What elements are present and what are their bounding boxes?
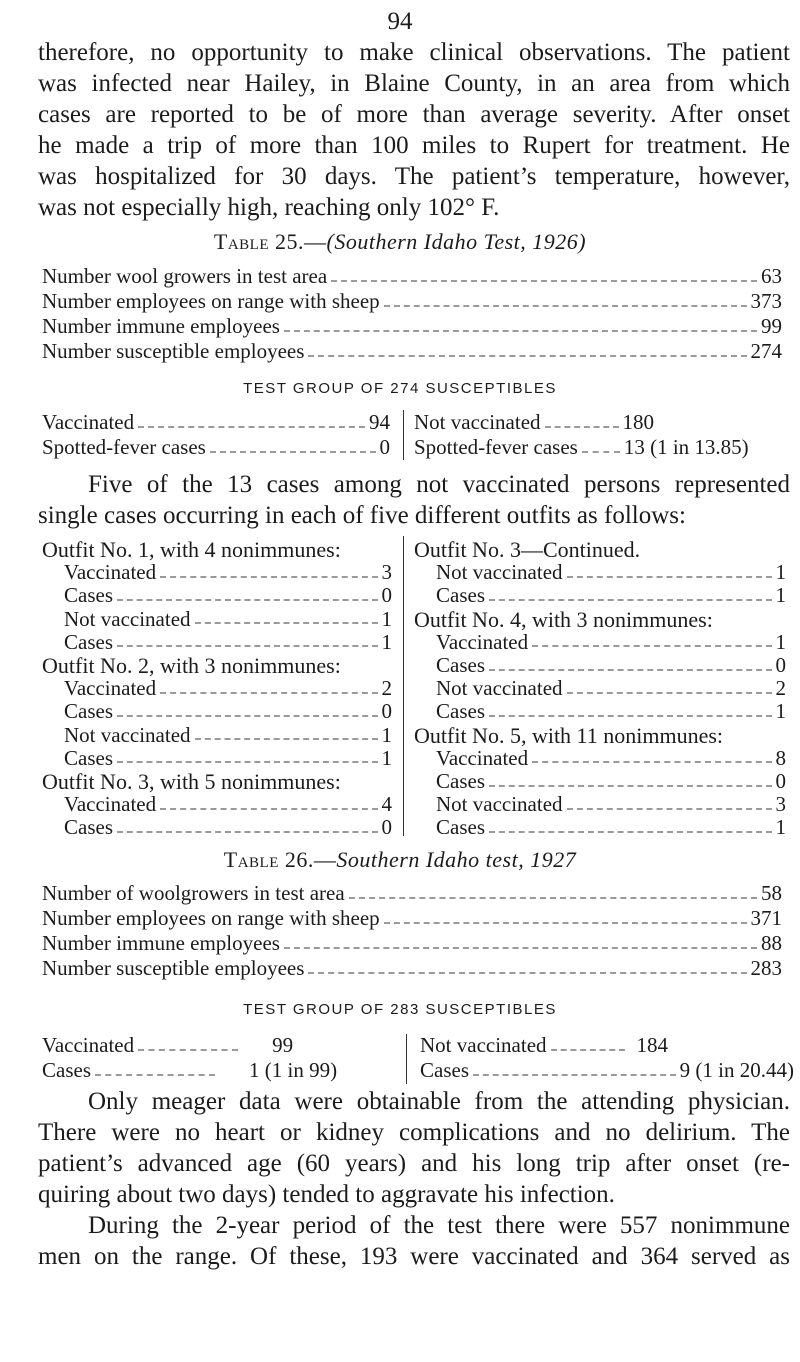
row-value: 63	[761, 264, 782, 288]
row-value: 3	[775, 792, 786, 817]
column-divider	[406, 1034, 407, 1084]
outfit-heading-text: Outfit No. 2, with 3 nonimmunes:	[42, 653, 341, 678]
row-value: 4	[381, 792, 392, 817]
text-line: quiring about two days) tended to aggravate his infection.	[38, 1181, 615, 1208]
row-value: 9 (1 in 20.44)	[679, 1058, 794, 1082]
row-value: 1	[381, 722, 392, 747]
row-label: Number wool growers in test area	[42, 264, 328, 288]
row-label: Vaccinated	[64, 676, 157, 701]
row-value: 1 (1 in 99)	[249, 1058, 338, 1082]
dot-leader	[308, 355, 746, 357]
table-26-group-caption: TEST GROUP OF 283 SUSCEPTIBLES	[243, 1001, 557, 1018]
outfit-row	[64, 607, 392, 632]
text-line: men on the range. Of these, 193 were vaccinated and 364 served as	[38, 1243, 790, 1270]
dot-leader	[567, 808, 772, 810]
outfit-heading	[42, 653, 392, 678]
text-line: single cases occurring in each of five different outfits as follows:	[38, 502, 686, 529]
outfit-heading	[414, 607, 786, 632]
row-label: Cases	[436, 769, 485, 793]
outfit-heading	[414, 537, 786, 562]
dot-leader	[138, 426, 365, 428]
table-caption: Southern Idaho test, 1927	[336, 847, 577, 872]
row-value: 1	[381, 606, 392, 631]
row-label: Vaccinated	[436, 745, 529, 770]
outfit-row	[436, 699, 786, 724]
outfit-heading	[42, 537, 392, 562]
table-number: 26.	[284, 847, 314, 872]
row-value: 99	[272, 1033, 294, 1057]
dot-leader	[117, 831, 378, 833]
table-26-row-0	[42, 881, 782, 906]
outfit-row	[436, 815, 786, 840]
table-25-row-2	[42, 314, 782, 339]
dot-leader	[582, 451, 620, 453]
row-value: 371	[750, 906, 782, 930]
dot-leader	[331, 280, 757, 282]
row-value: 88	[761, 931, 782, 955]
dot-leader	[160, 576, 377, 578]
outfit-heading-text: Outfit No. 5, with 11 nonimmunes:	[414, 722, 724, 748]
row-value: 180	[622, 410, 655, 434]
dot-leader	[489, 669, 772, 671]
row-label: Cases	[64, 629, 113, 654]
intro-paragraph	[38, 37, 790, 223]
text-line: cases are reported to be of more than average severity. After onset	[38, 101, 790, 128]
table-26-row-2	[42, 931, 782, 956]
closing-paragraph-1	[38, 1086, 790, 1210]
outfit-row	[436, 792, 786, 817]
row-value: 1	[775, 583, 786, 608]
row-label: Spotted-fever cases	[414, 435, 578, 459]
dot-leader	[308, 972, 746, 974]
row-label: Not vaccinated	[414, 410, 541, 434]
table-26-not-vaccinated-row	[420, 1033, 794, 1058]
text-line: therefore, no opportunity to make clinical observations. The patient	[38, 39, 790, 66]
row-label: Number immune employees	[42, 314, 280, 338]
outfit-row	[436, 583, 786, 608]
dot-leader	[117, 715, 378, 717]
dot-leader	[545, 426, 619, 428]
dot-leader	[489, 831, 772, 833]
outfit-heading-text: Outfit No. 4, with 3 nonimmunes:	[414, 606, 713, 632]
text-line: Only meager data were obtainable from the attending physician.	[88, 1088, 790, 1115]
row-label: Not vaccinated	[64, 722, 191, 747]
table-caption: (Southern Idaho Test, 1926)	[326, 229, 587, 254]
dot-leader	[489, 715, 772, 717]
dot-leader	[532, 761, 771, 763]
row-value: 0	[379, 435, 390, 459]
dot-leader	[160, 808, 377, 810]
table-26-not-vaccinated-cases-row	[420, 1058, 794, 1083]
table-25-title: Table 25.—(Southern Idaho Test, 1926)	[213, 229, 587, 254]
outfit-heading-text: Outfit No. 3, with 5 nonimmunes:	[42, 769, 341, 794]
row-label: Cases	[436, 815, 485, 840]
row-label: Cases	[64, 583, 113, 608]
column-divider	[403, 410, 404, 460]
column-divider	[403, 536, 404, 836]
row-value: 1	[775, 699, 786, 724]
dot-leader	[284, 947, 757, 949]
outfit-row	[436, 676, 786, 701]
table-26-title: Table 26.—Southern Idaho test, 1927	[223, 847, 577, 872]
table-25-vaccinated-row	[42, 410, 390, 435]
row-label: Cases	[64, 745, 113, 770]
table-25-group-caption: TEST GROUP OF 274 SUSCEPTIBLES	[243, 380, 557, 397]
dot-leader	[160, 692, 377, 694]
row-label: Cases	[436, 583, 485, 608]
dot-leader	[138, 1049, 238, 1051]
row-value: 1	[775, 560, 786, 585]
outfit-heading	[414, 723, 786, 748]
row-label: Vaccinated	[42, 410, 135, 434]
outfit-row	[64, 630, 392, 655]
dot-leader	[384, 922, 747, 924]
dot-leader	[95, 1074, 215, 1076]
table-25-row-3	[42, 339, 782, 364]
table-25-vaccinated-cases-row	[42, 435, 390, 460]
text-line: patient’s advanced age (60 years) and his long trip after onset (re-	[38, 1150, 790, 1177]
row-label: Number susceptible employees	[42, 956, 305, 980]
dot-leader	[551, 1049, 625, 1051]
table-26-row-3	[42, 956, 782, 981]
table-label: Table	[213, 229, 270, 254]
row-value: 1	[381, 745, 392, 770]
row-label: Number immune employees	[42, 931, 280, 955]
row-label: Not vaccinated	[420, 1033, 547, 1057]
outfit-row	[64, 676, 392, 701]
outfit-heading	[42, 769, 392, 794]
text-line: During the 2-year period of the test there were 557 nonimmune	[88, 1212, 790, 1239]
row-value: 0	[381, 583, 392, 608]
dot-leader	[567, 576, 772, 578]
row-label: Vaccinated	[436, 629, 529, 654]
table-26-row-1	[42, 906, 782, 931]
row-value: 373	[750, 289, 782, 313]
row-label: Not vaccinated	[436, 676, 563, 701]
dot-leader	[489, 599, 772, 601]
row-label: Spotted-fever cases	[42, 435, 206, 459]
dot-leader	[117, 645, 378, 647]
outfit-row	[64, 815, 392, 840]
table-25-row-1	[42, 289, 782, 314]
row-value: 2	[381, 676, 392, 701]
row-label: Cases	[42, 1058, 91, 1082]
outfit-row	[436, 630, 786, 655]
outfit-row	[436, 769, 786, 794]
table-label: Table	[223, 847, 279, 872]
row-label: Not vaccinated	[436, 560, 563, 585]
text-line: he made a trip of more than 100 miles to Rupert for treatment. He	[38, 132, 790, 159]
outfit-heading-text: Outfit No. 3—Continued.	[414, 537, 641, 562]
dot-leader	[117, 599, 378, 601]
table-25-not-vaccinated-row	[414, 410, 794, 435]
outfit-row	[436, 560, 786, 585]
outfits-paragraph	[38, 469, 790, 531]
row-value: 1	[775, 815, 786, 840]
row-value: 2	[775, 676, 786, 701]
row-label: Not vaccinated	[64, 606, 191, 631]
row-value: 0	[381, 815, 392, 840]
row-label: Vaccinated	[42, 1033, 135, 1057]
row-value: 0	[775, 769, 786, 793]
dot-leader	[473, 1074, 676, 1076]
outfit-row	[64, 560, 392, 585]
dot-leader	[195, 622, 378, 624]
text-line: was hospitalized for 30 days. The patient’s temperature, however,	[38, 163, 790, 190]
text-line: was not especially high, reaching only 102° F.	[38, 194, 500, 221]
text-line: was infected near Hailey, in Blaine County, in an area from which	[38, 70, 790, 97]
outfit-row	[436, 653, 786, 678]
row-label: Number susceptible employees	[42, 339, 305, 363]
dot-leader	[384, 305, 747, 307]
dot-leader	[489, 785, 772, 787]
text-line: There were no heart or kidney complications and no delirium. The	[38, 1119, 790, 1146]
row-label: Number employees on range with sheep	[42, 289, 380, 313]
dot-leader	[195, 738, 378, 740]
dot-leader	[210, 451, 376, 453]
closing-paragraph-2	[38, 1210, 790, 1272]
row-label: Cases	[420, 1058, 469, 1082]
dot-leader	[284, 330, 757, 332]
row-label: Number of woolgrowers in test area	[42, 881, 345, 905]
outfit-row	[64, 792, 392, 817]
row-value: 0	[775, 653, 786, 677]
dot-leader	[117, 761, 378, 763]
row-value: 8	[775, 745, 786, 770]
table-26-vaccinated-row	[42, 1033, 394, 1058]
row-value: 184	[636, 1033, 669, 1057]
row-value: 3	[381, 560, 392, 585]
row-value: 99	[761, 314, 782, 338]
row-label: Not vaccinated	[436, 792, 563, 817]
outfit-row	[436, 746, 786, 771]
row-value: 1	[775, 629, 786, 654]
row-value: 13 (1 in 13.85)	[623, 435, 749, 459]
row-value: 0	[381, 699, 392, 724]
table-25-row-0	[42, 264, 782, 289]
row-label: Vaccinated	[64, 792, 157, 817]
row-label: Cases	[64, 699, 113, 724]
dot-leader	[532, 645, 771, 647]
row-label: Vaccinated	[64, 560, 157, 585]
text-line: Five of the 13 cases among not vaccinated persons represented	[88, 471, 790, 498]
dot-leader	[349, 897, 757, 899]
outfit-heading-text: Outfit No. 1, with 4 nonimmunes:	[42, 537, 341, 562]
outfit-row	[64, 583, 392, 608]
outfit-row	[64, 746, 392, 771]
row-value: 274	[750, 339, 782, 363]
row-label: Cases	[64, 815, 113, 840]
row-label: Cases	[436, 699, 485, 724]
dot-leader	[567, 692, 772, 694]
row-label: Cases	[436, 653, 485, 677]
outfit-row	[64, 699, 392, 724]
outfit-row	[64, 723, 392, 748]
table-25-not-vaccinated-cases-row	[414, 435, 794, 460]
row-value: 58	[761, 881, 782, 905]
row-value: 1	[381, 629, 392, 654]
row-value: 283	[750, 956, 782, 980]
table-26-vaccinated-cases-row	[42, 1058, 394, 1083]
row-value: 94	[369, 410, 390, 434]
table-number: 25.	[275, 229, 305, 254]
page-number: 94	[387, 8, 413, 35]
row-label: Number employees on range with sheep	[42, 906, 380, 930]
